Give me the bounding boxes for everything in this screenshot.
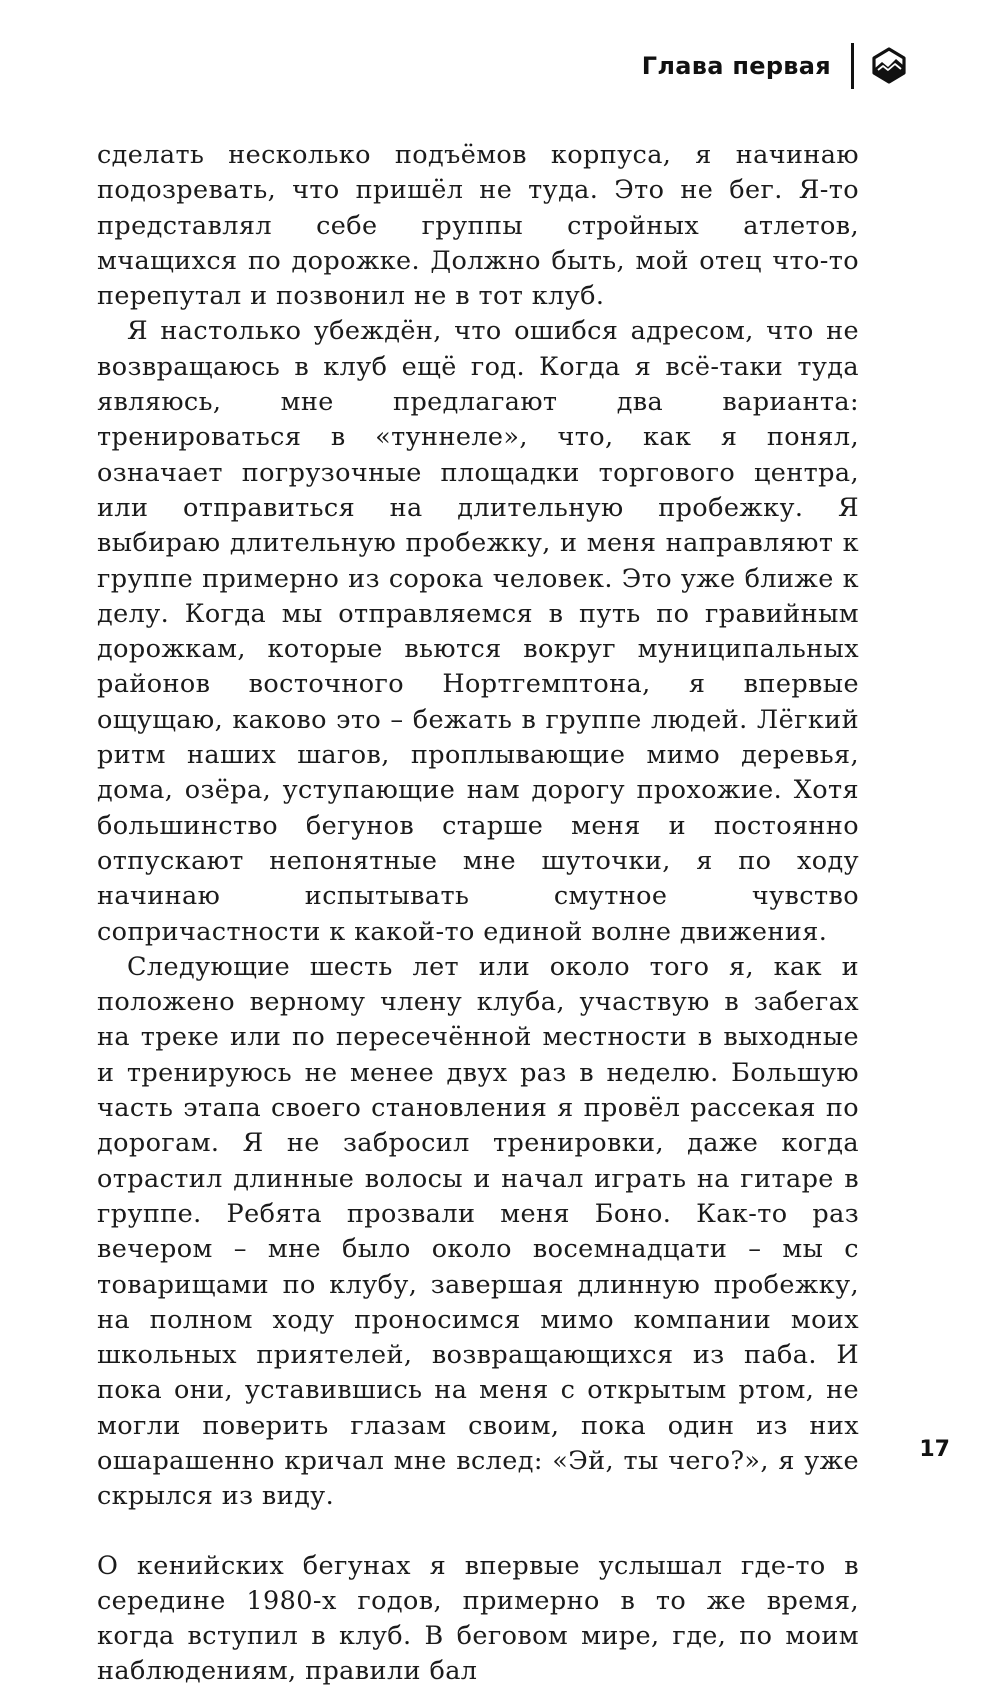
header-divider: [851, 43, 854, 89]
running-header: [642, 40, 910, 92]
mountain-emblem-icon: [868, 45, 910, 87]
paragraph-2: Я настолько убеждён, что ошибся адресом, что не возвращаюсь в клуб ещё год. Когда я всё-таки туда являюсь, мне предлагают два варианта: тренироваться в «туннеле», что, как я понял, означает погрузочные площадки торгового центра, или отправиться на длительную пробежку. Я выбираю длительную пробежку, и меня направляют к группе примерно из сорока человек. Это уже ближе к делу. Когда мы отправляемся в путь по гравийным дорожкам, которые вьются вокруг муниципальных районов восточного Нортгемптона, я впервые ощущаю, каково это – бежать в группе людей. Лёгкий ритм наших шагов, проплывающие мимо деревья, дома, озёра, уступающие нам дорогу прохожие. Хотя большинство бегунов старше меня и постоянно отпускают непонятные мне шуточки, я по ходу начинаю испытывать смутное чувство сопричастности к какой-то единой волне движения.: [97, 316, 859, 947]
paragraph-1: сделать несколько подъёмов корпуса, я начинаю подозревать, что пришёл не туда. Это не бег. Я-то представлял себе группы стройных атлетов, мчащихся по дорожке. Должно быть, мой отец что-то перепутал и позвонил не в тот клуб.: [97, 140, 859, 312]
paragraph-4: О кенийских бегунах я впервые услышал где-то в середине 1980-х годов, примерно в то же время, когда вступил в клуб. В беговом мире, где, по моим наблюдениям, правили бал: [97, 1550, 859, 1687]
body-text: [97, 138, 859, 1690]
page-number: 17: [919, 1437, 950, 1462]
chapter-title: Глава первая: [641, 52, 831, 80]
paragraph-3: Следующие шесть лет или около того я, как и положено верному члену клуба, участвую в забегах на треке или по пересечённой местности в выходные и тренируюсь не менее двух раз в неделю. Большую часть этапа своего становления я провёл рассекая по дорогам. Я не забросил тренировки, даже когда отрастил длинные волосы и начал играть на гитаре в группе. Ребята прозвали меня Боно. Как-то раз вечером – мне было около восемнадцати – мы с товарищами по клубу, завершая длинную пробежку, на полном ходу проносимся мимо компании моих школьных приятелей, возвращающихся из паба. И пока они, уставившись на меня с открытым ртом, не могли поверить глазам своим, пока один из них ошарашенно кричал мне вслед: «Эй, ты чего?», я уже скрылся из виду.: [97, 951, 859, 1512]
